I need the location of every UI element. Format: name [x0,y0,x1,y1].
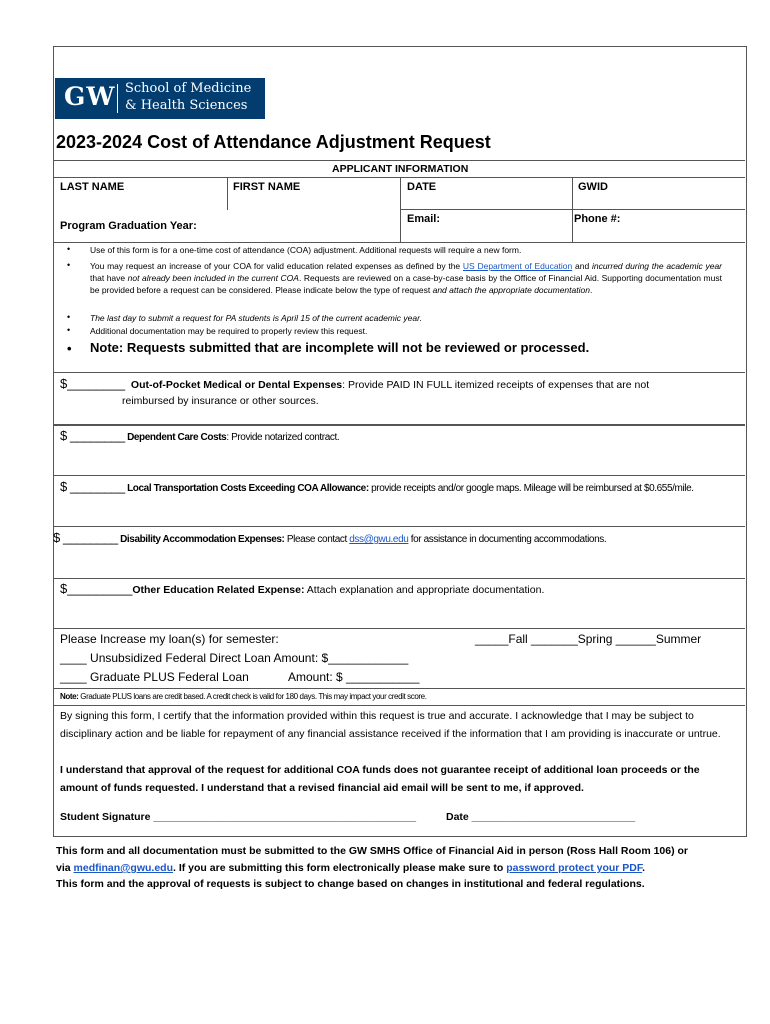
bullet: • [67,312,71,322]
gw-logo [55,78,265,119]
approval-text: I understand that approval of the request for additional COA funds does not guarantee receipt of additional loan proceeds or the amount of funds requested. I understand that a revised financial aid email will be sent to me, if approved. [60,764,700,794]
disability-text: $ ________ Disability Accommodation Expenses: Please contact dss@gwu.edu for assistance in documenting accommodations. [53,530,607,545]
first-name-field[interactable]: FIRST NAME [233,181,301,193]
dependent-care-text: $ ________ Dependent Care Costs: Provide notarized contract. [60,428,340,443]
date-field[interactable]: DATE [407,181,437,193]
rule [53,628,745,629]
semester-options[interactable]: _____Fall _______Spring ______Summer [475,632,702,646]
certification-text: By signing this form, I certify that the information provided within this request is true and accurate. I acknowledge that I may be subject to disciplinary action and be liable for repayment of any financial assistance received if the information that I am providing is inaccurate or untrue. [60,710,721,740]
us-dept-education-link[interactable]: US Department of Education [462,261,573,271]
rule [53,177,745,178]
logo-divider [117,84,118,113]
rule [400,209,745,210]
footer-line-1: This form and all documentation must be submitted to the GW SMHS Office of Financial Aid in person (Ross Hall Room 106) or [56,845,688,857]
unsubsidized-loan-line[interactable]: ____ Unsubsidized Federal Direct Loan Amount: $____________ [60,651,409,665]
logo-line-1: School of Medicine [125,81,252,96]
transportation-text: $ ________ Local Transportation Costs Exceeding COA Allowance: provide receipts and/or google maps. Mileage will be reimbursed at $0.655/mile. [60,479,694,494]
phone-field[interactable]: Phone #: [574,213,621,225]
other-expense-text: $_________Other Education Related Expense: Attach explanation and appropriate documentation. [60,581,545,596]
last-name-field[interactable]: LAST NAME [60,181,125,193]
footer-line-2: via medfinan@gwu.edu. If you are submitting this form electronically please make sure to password protect your PDF. [56,862,646,874]
footer-line-3: This form and the approval of requests is subject to change based on changes in institutional and federal regulations. [56,878,645,890]
rule [227,177,228,210]
medical-expense-text-2: reimbursed by insurance or other sources. [122,395,319,407]
loan-semester-header: Please Increase my loan(s) for semester: [60,632,279,646]
graduation-year-field[interactable]: Program Graduation Year: [60,220,197,232]
rule [53,705,745,706]
instruction-4: Additional documentation may be required to properly review this request. [90,326,368,336]
grad-plus-note: Note: Graduate PLUS loans are credit based. A credit check is valid for 180 days. This may impact your credit score. [60,692,427,701]
email-field[interactable]: Email: [407,213,441,225]
bullet: • [67,244,71,254]
medical-expense-text: $________ Out-of-Pocket Medical or Dental Expenses: Provide PAID IN FULL itemized receipts of expenses that are not [60,376,650,391]
student-signature-field[interactable]: Student Signature _____________________________________________ [60,811,417,823]
grad-plus-amount[interactable]: Amount: $ ___________ [288,670,420,684]
incomplete-note: Note: Requests submitted that are incomplete will not be reviewed or processed. [90,340,590,355]
bullet: • [67,341,72,356]
bullet: • [67,325,71,335]
medfinan-email-link[interactable]: medfinan@gwu.edu [73,862,174,874]
form-title: 2023-2024 Cost of Attendance Adjustment Request [56,132,491,152]
gwid-field[interactable]: GWID [578,181,608,193]
rule [53,160,745,161]
signature-date-field[interactable]: Date ____________________________ [446,811,636,823]
rule [53,688,745,689]
logo-line-2: & Health Sciences [125,98,248,113]
instruction-3: The last day to submit a request for PA students is April 15 of the current academic year. [90,313,422,323]
instruction-1: Use of this form is for a one-time cost of attendance (COA) adjustment. Additional requests will require a new form. [90,245,522,255]
grad-plus-loan-line[interactable]: ____ Graduate PLUS Federal Loan [60,670,249,684]
logo-initials: GW [64,82,116,111]
applicant-header: APPLICANT INFORMATION [332,163,469,175]
instruction-2: You may request an increase of your COA for valid education related expenses as defined by the US Department of Education and incurred during the academic year that have not already been included in the current COA. Requests are reviewed on a case-by-case basis by the Office of Financial Aid. Supporting documentation must be provided before a request can be considered. Please indicate below the type of request and attach the appropriate documentation. [90,261,723,295]
password-protect-link[interactable]: password protect your PDF [506,862,643,874]
bullet: • [67,260,71,270]
dss-email-link[interactable]: dss@gwu.edu [349,534,409,545]
rule [53,242,745,243]
